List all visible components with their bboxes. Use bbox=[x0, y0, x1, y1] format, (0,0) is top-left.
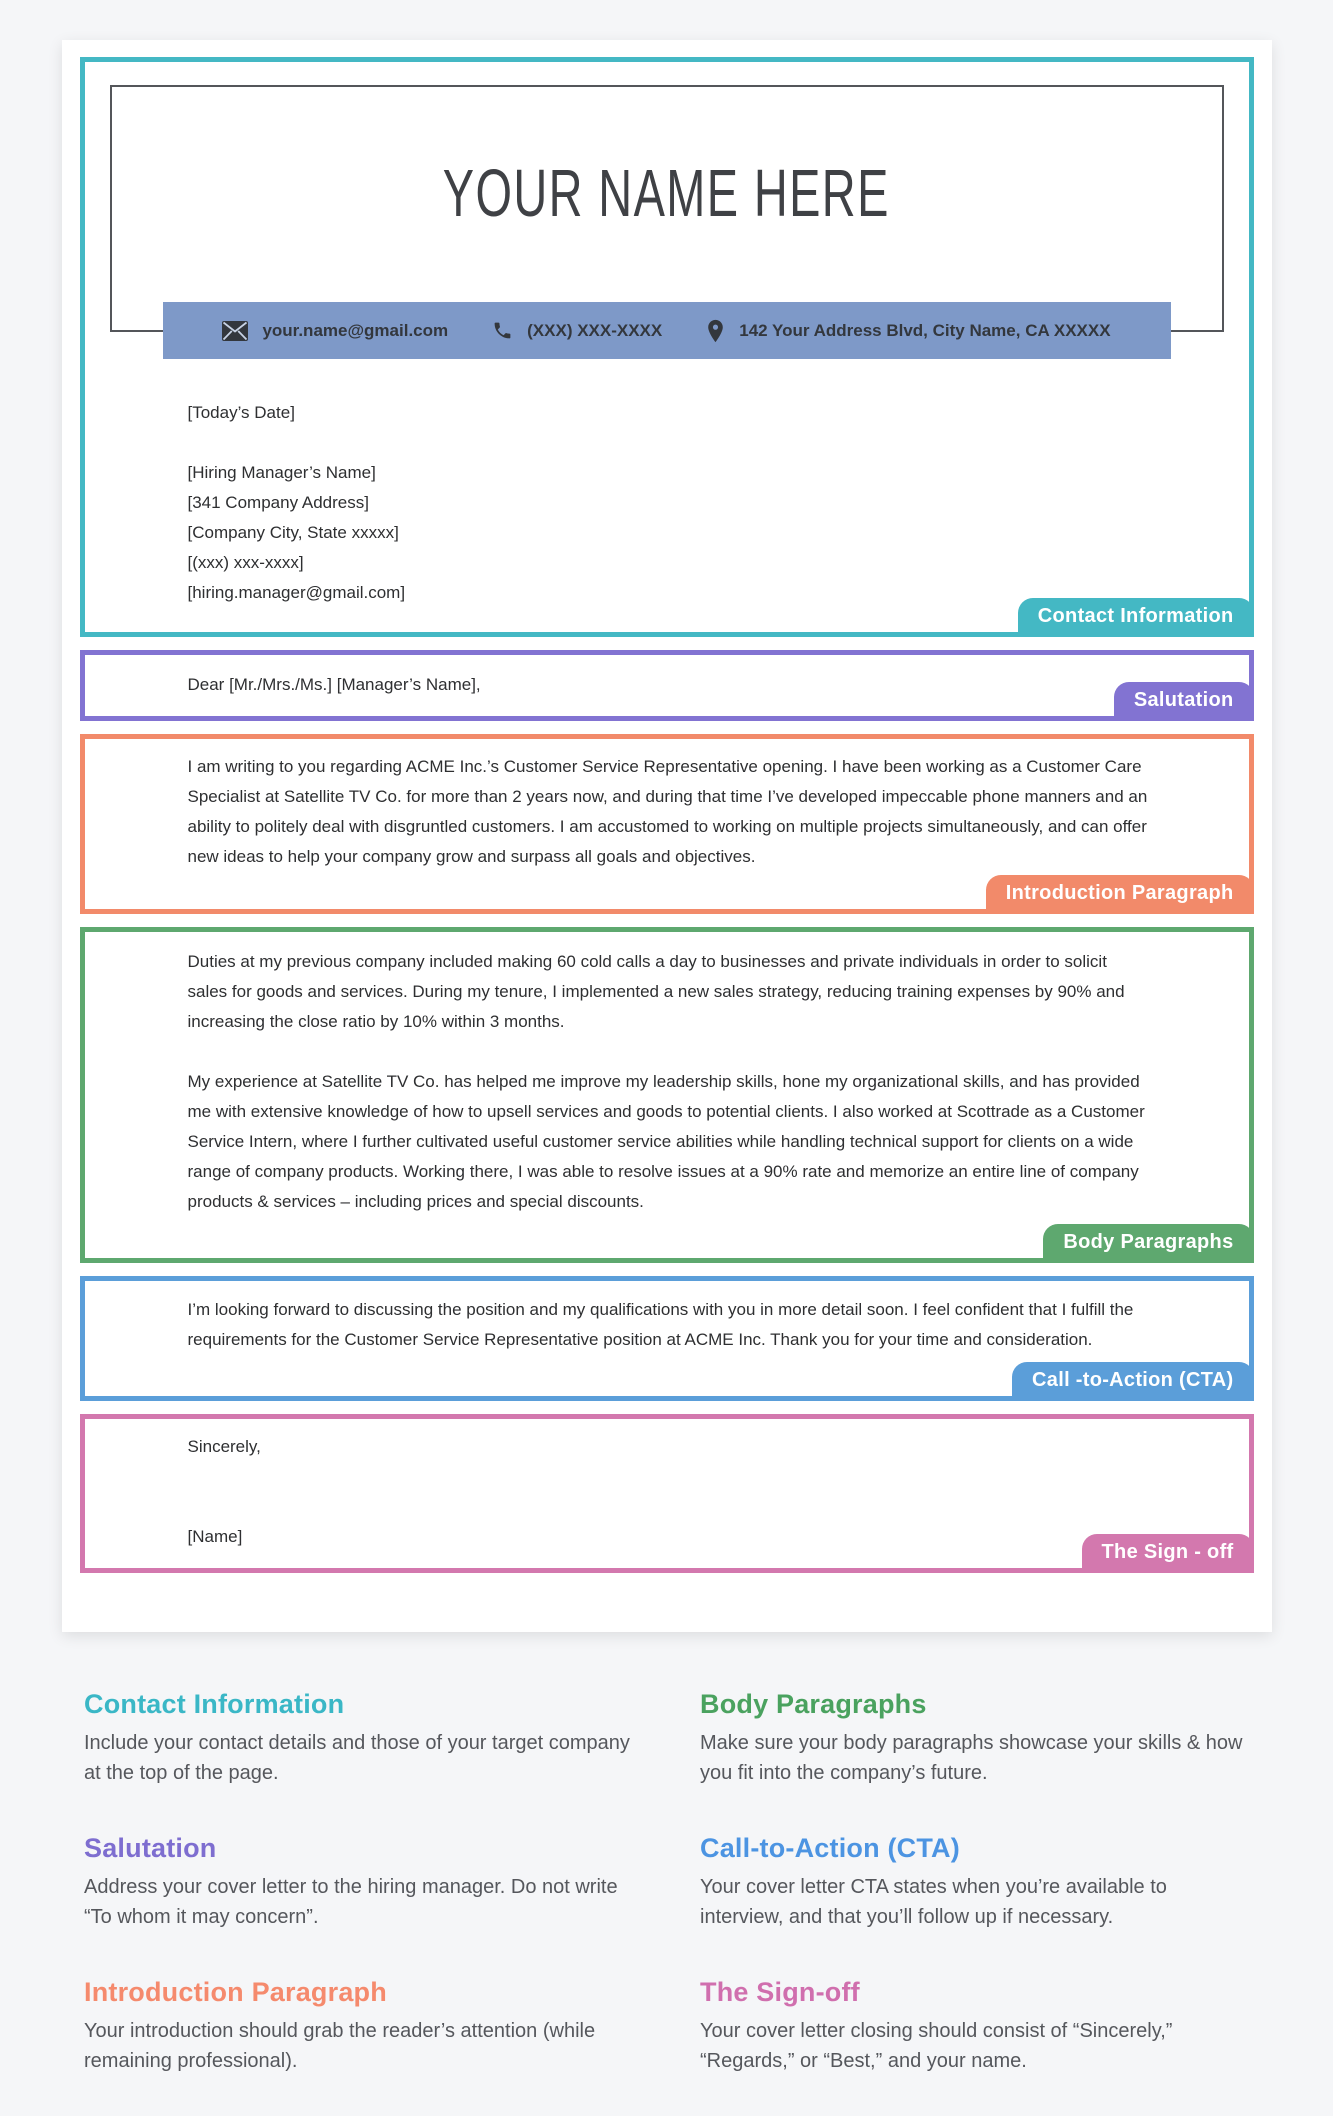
legend-desc-body-paragraphs: Make sure your body paragraphs showcase your skills & how you fit into the company’s future. bbox=[700, 1732, 1243, 1784]
sign-off-name: [Name] bbox=[187, 1527, 243, 1546]
legend-item-body-paragraphs bbox=[700, 1689, 1293, 1788]
legend-title-body-paragraphs: Body Paragraphs bbox=[700, 1689, 927, 1719]
legend-desc-call-to-action: Your cover letter CTA states when you’re available to interview, and that you’ll follow up if necessary. bbox=[700, 1876, 1167, 1928]
legend-desc-sign-off: Your cover letter closing should consist of “Sincerely,” “Regards,” or “Best,” and your name. bbox=[700, 2020, 1173, 2072]
body-paragraph-1: Duties at my previous company included making 60 cold calls a day to businesses and private individuals in order to solicit sales for goods and services. During my tenure, I implemented a new sales strategy, reducing training expenses by 90% and increasing the close ratio by 10% within 3 months. bbox=[187, 952, 1125, 1031]
contact-bar bbox=[163, 302, 1171, 359]
doc-line-todays-date: [Today’s Date] bbox=[187, 403, 295, 422]
legend-desc-contact-information: Include your contact details and those of your target company at the top of the page. bbox=[84, 1732, 630, 1784]
legend bbox=[84, 1689, 1293, 2076]
legend-title-introduction-paragraph: Introduction Paragraph bbox=[84, 1977, 387, 2007]
doc-line-blank bbox=[188, 428, 1169, 458]
section-salutation bbox=[80, 650, 1254, 721]
introduction-paragraph-text: I am writing to you regarding ACME Inc.’s Customer Service Representative opening. I have been working as a Customer Care Specialist at Satellite TV Co. for more than 2 years now, and during that time I’ve developed impeccable phone manners and an ability to politely deal with disgruntled customers. I am accustomed to working on multiple projects simultaneously, and can offer new ideas to help your company grow and surpass all goals and objectives. bbox=[187, 757, 1148, 866]
section-sign-off bbox=[80, 1414, 1254, 1573]
section-introduction-paragraph bbox=[80, 734, 1254, 914]
legend-title-salutation: Salutation bbox=[84, 1833, 217, 1863]
legend-title-call-to-action: Call-to-Action (CTA) bbox=[700, 1833, 960, 1863]
section-label-call-to-action: Call -to-Action (CTA) bbox=[1012, 1362, 1253, 1401]
sign-off-closing: Sincerely, bbox=[187, 1437, 261, 1456]
doc-line-manager-email: [hiring.manager@gmail.com] bbox=[187, 583, 406, 602]
contact-address: 142 Your Address Blvd, City Name, CA XXXXX bbox=[739, 320, 1111, 340]
section-label-sign-off: The Sign - off bbox=[1082, 1534, 1254, 1573]
doc-line-company-address: [341 Company Address] bbox=[187, 493, 369, 512]
legend-item-sign-off bbox=[700, 1977, 1293, 2076]
legend-item-introduction-paragraph bbox=[84, 1977, 700, 2076]
legend-desc-salutation: Address your cover letter to the hiring manager. Do not write “To whom it may concern”. bbox=[84, 1876, 618, 1928]
envelope-icon bbox=[222, 321, 248, 341]
doc-line-company-phone: [(xxx) xxx-xxxx] bbox=[187, 553, 304, 572]
call-to-action-text: I’m looking forward to discussing the position and my qualifications with you in more detail soon. I feel confident that I fulfill the requirements for the Customer Service Representative position at ACME Inc. Thank you for your time and consideration. bbox=[187, 1300, 1134, 1349]
legend-item-contact-information bbox=[84, 1689, 700, 1788]
section-label-body-paragraphs: Body Paragraphs bbox=[1043, 1224, 1253, 1263]
legend-desc-introduction-paragraph: Your introduction should grab the reader’s attention (while remaining professional). bbox=[84, 2020, 596, 2072]
section-label-salutation: Salutation bbox=[1114, 682, 1254, 721]
name-header-box bbox=[110, 85, 1224, 340]
contact-email: your.name@gmail.com bbox=[262, 320, 449, 340]
legend-title-contact-information: Contact Information bbox=[84, 1689, 345, 1719]
applicant-name: YOUR NAME HERE bbox=[443, 156, 890, 231]
doc-line-company-city: [Company City, State xxxxx] bbox=[187, 523, 399, 542]
legend-item-call-to-action bbox=[700, 1833, 1293, 1932]
section-label-introduction-paragraph: Introduction Paragraph bbox=[986, 875, 1254, 914]
section-body-paragraphs bbox=[80, 927, 1254, 1263]
location-pin-icon bbox=[706, 319, 725, 343]
body-paragraph-2: My experience at Satellite TV Co. has helped me improve my leadership skills, hone my organizational skills, and has provided me with extensive knowledge of how to upsell services and goods to potential clients. I also worked at Scottrade as a Customer Service Intern, where I further cultivated useful customer service abilities while handling technical support for clients on a wide range of company products. Working there, I was able to resolve issues at a 90% rate and memorize an entire line of company products & services – including prices and special discounts. bbox=[187, 1072, 1145, 1211]
doc-line-hiring-manager: [Hiring Manager’s Name] bbox=[187, 463, 376, 482]
contact-phone: (XXX) XXX-XXXX bbox=[527, 320, 663, 340]
section-label-contact-information: Contact Information bbox=[1018, 598, 1254, 637]
recipient-block bbox=[85, 398, 1249, 632]
salutation-text: Dear [Mr./Mrs./Ms.] [Manager’s Name], bbox=[187, 675, 481, 694]
legend-title-sign-off: The Sign-off bbox=[700, 1977, 860, 2007]
phone-icon bbox=[492, 320, 513, 341]
section-call-to-action bbox=[80, 1276, 1254, 1401]
section-contact-information bbox=[80, 57, 1254, 637]
legend-item-salutation bbox=[84, 1833, 700, 1932]
cover-letter-page bbox=[62, 40, 1272, 1632]
